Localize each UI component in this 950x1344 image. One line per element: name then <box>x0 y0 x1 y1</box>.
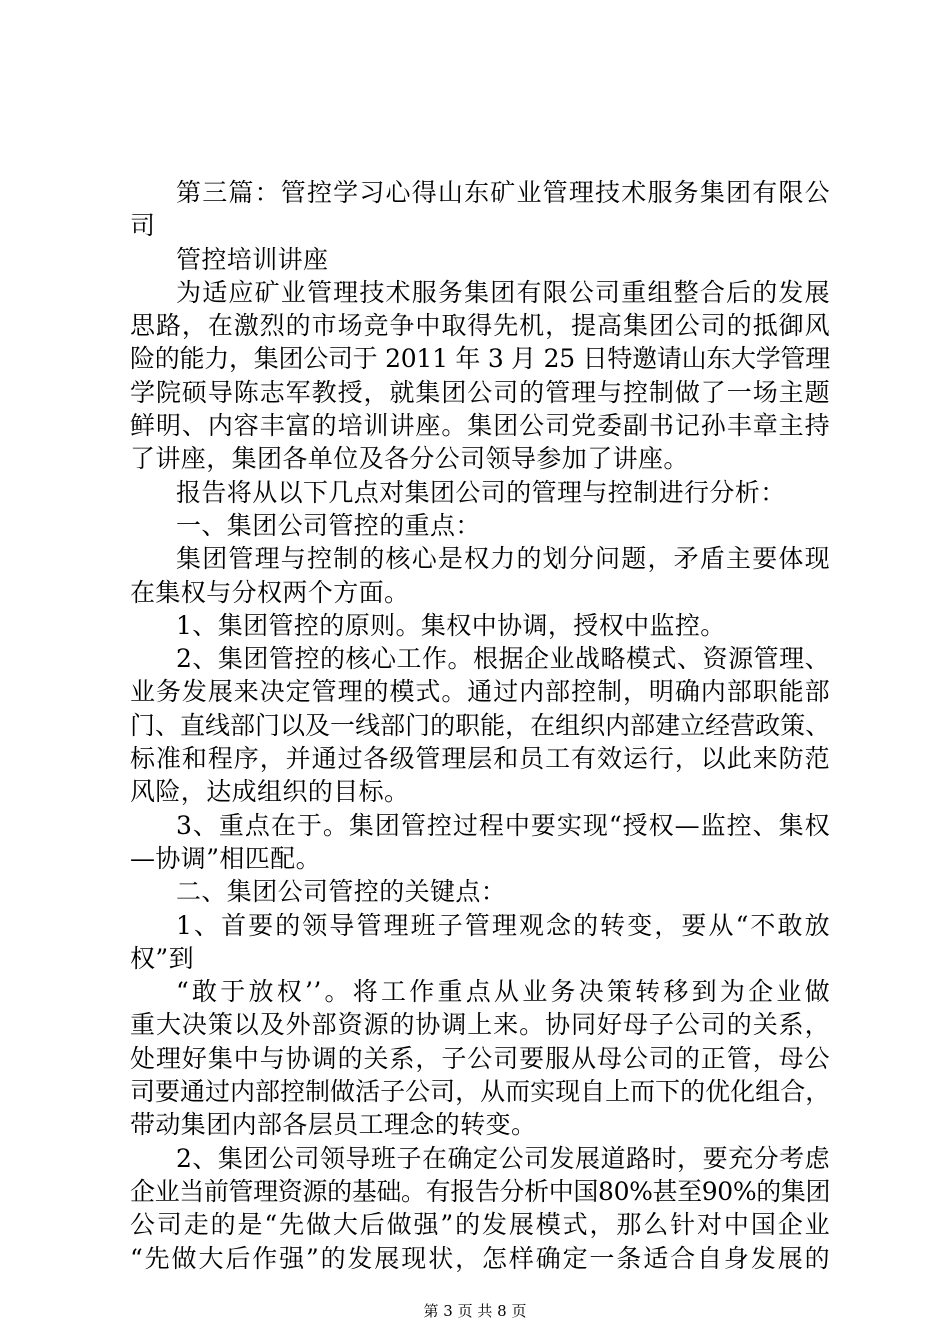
text-line: 1、集团管控的原则。集权中协调，授权中监控。 <box>176 610 726 640</box>
text-line: 第三篇：管控学习心得山东矿业管理技术服务集团有限公 <box>176 178 830 207</box>
text-line: 在集权与分权两个方面。 <box>130 577 410 607</box>
text-line: —协调”相匹配。 <box>130 843 321 873</box>
text-line: 重大决策以及外部资源的协调上来。协同好母子公司的关系， <box>130 1010 830 1040</box>
text-line: 处理好集中与协调的关系，子公司要服从母公司的正管，母公 <box>130 1043 830 1073</box>
text-line: 司 <box>130 211 156 241</box>
text-line: 为适应矿业管理技术服务集团有限公司重组整合后的发展 <box>176 277 830 307</box>
page-footer: 第 3 页 共 8 页 <box>423 1302 527 1320</box>
text-line: 业务发展来决定管理的模式。通过内部控制，明确内部职能部 <box>130 677 830 707</box>
text-line: “敢于放权’’。将工作重点从业务决策转移到为企业做 <box>176 977 830 1007</box>
text-line: 标准和程序，并通过各级管理层和员工有效运行，以此来防范 <box>130 744 830 774</box>
text-line: 集团管理与控制的核心是权力的划分问题，矛盾主要体现 <box>176 544 830 574</box>
text-line: 公司走的是“先做大后做强”的发展模式，那么针对中国企业 <box>130 1210 830 1240</box>
text-line: 思路，在激烈的市场竞争中取得先机，提高集团公司的抵御风 <box>130 311 830 341</box>
text-line: 1、首要的领导管理班子管理观念的转变，要从“不敢放 <box>176 910 830 940</box>
text-line: 门、直线部门以及一线部门的职能，在组织内部建立经营政策、 <box>130 710 831 740</box>
text-line: 管控培训讲座 <box>176 244 329 274</box>
text-line: 企业当前管理资源的基础。有报告分析中国80%甚至90%的集团 <box>130 1176 831 1206</box>
text-line: 带动集团内部各层员工理念的转变。 <box>130 1110 537 1140</box>
text-line: 2、集团公司领导班子在确定公司发展道路时，要充分考虑 <box>176 1143 830 1173</box>
text-line: “先做大后作强”的发展现状，怎样确定一条适合自身发展的 <box>130 1243 830 1273</box>
text-line: 鲜明、内容丰富的培训讲座。集团公司党委副书记孙丰章主持 <box>130 411 830 441</box>
text-line: 3、重点在于。集团管控过程中要实现“授权—监控、集权 <box>176 810 830 840</box>
text-line: 学院硕导陈志军教授，就集团公司的管理与控制做了一场主题 <box>130 377 830 407</box>
text-line: 2、集团管控的核心工作。根据企业战略模式、资源管理、 <box>176 644 830 674</box>
text-line: 险的能力，集团公司于 2011 年 3 月 25 日特邀请山东大学管理 <box>130 344 831 374</box>
text-line: 风险，达成组织的目标。 <box>130 777 410 807</box>
text-line: 一、集团公司管控的重点： <box>176 510 481 540</box>
text-line: 报告将从以下几点对集团公司的管理与控制进行分析： <box>176 477 786 507</box>
text-line: 了讲座，集团各单位及各分公司领导参加了讲座。 <box>130 444 689 474</box>
text-line: 权”到 <box>130 943 194 973</box>
text-line: 司要通过内部控制做活子公司，从而实现自上而下的优化组合， <box>130 1077 831 1107</box>
text-line: 二、集团公司管控的关键点： <box>176 877 507 907</box>
document-body <box>130 176 830 1275</box>
